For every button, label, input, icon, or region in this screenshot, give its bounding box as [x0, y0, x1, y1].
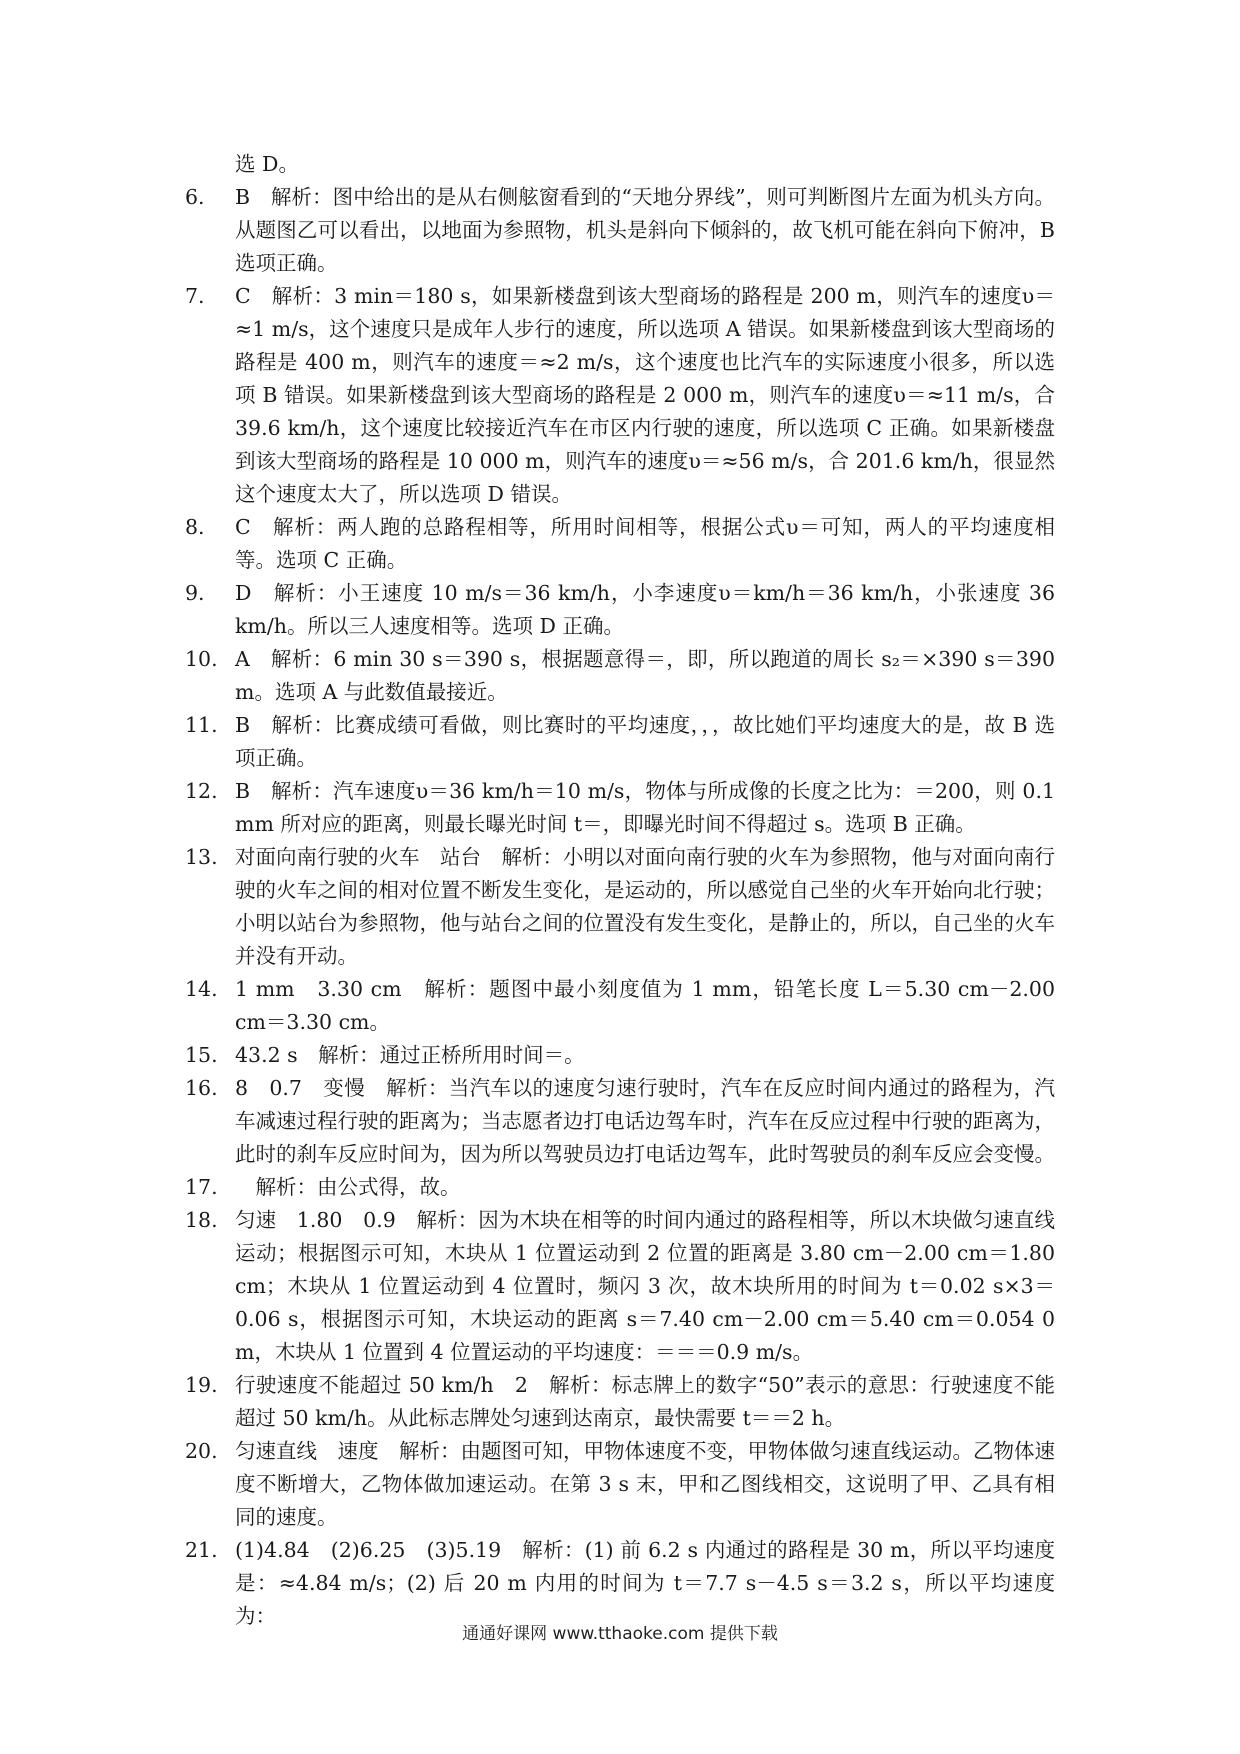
answer-item	[185, 643, 1055, 709]
answer-item	[185, 1204, 1055, 1369]
answer-number: 14.	[185, 977, 218, 1001]
answer-number: 11.	[185, 713, 218, 737]
answer-text: B 解析：汽车速度υ＝36 km/h＝10 m/s，物体与所成像的长度之比为：＝200，则 0.1 mm 所对应的距离，则最长曝光时间 t＝，即曝光时间不得超过 s。选项 B 正确。	[235, 779, 1055, 836]
answer-list	[185, 148, 1055, 1633]
answer-item	[185, 709, 1055, 775]
continuation-line	[185, 148, 1055, 181]
answer-number: 7.	[185, 284, 205, 308]
answer-text: 对面向南行驶的火车 站台 解析：小明以对面向南行驶的火车为参照物，他与对面向南行驶的火车之间的相对位置不断发生变化，是运动的，所以感觉自己坐的火车开始向北行驶；小明以站台为参照物，他与站台之间的位置没有发生变化，是静止的，所以，自己坐的火车并没有开动。	[235, 845, 1055, 968]
answer-number: 17.	[185, 1175, 218, 1199]
answer-number: 12.	[185, 779, 218, 803]
answer-text: 匀速直线 速度 解析：由题图可知，甲物体速度不变，甲物体做匀速直线运动。乙物体速度不断增大，乙物体做加速运动。在第 3 s 末，甲和乙图线相交，这说明了甲、乙具有相同的速度。	[235, 1439, 1055, 1529]
answer-item	[185, 577, 1055, 643]
answer-number: 20.	[185, 1439, 218, 1463]
answer-text: 匀速 1.80 0.9 解析：因为木块在相等的时间内通过的路程相等，所以木块做匀速直线运动；根据图示可知，木块从 1 位置运动到 2 位置的距离是 3.80 cm－2.00 cm＝1.80 cm；木块从 1 位置运动到 4 位置时，频闪 3 次，故木块所用的时间为 t＝0.02 s×3＝0.06 s，根据图示可知，木块运动的距离 s＝7.40 cm－2.00 cm＝5.40 cm＝0.054 0 m，木块从 1 位置到 4 位置运动的平均速度：＝＝＝0.9 m/s。	[235, 1208, 1055, 1364]
answer-text: D 解析：小王速度 10 m/s＝36 km/h，小李速度υ＝km/h＝36 km/h，小张速度 36 km/h。所以三人速度相等。选项 D 正确。	[235, 581, 1055, 638]
answer-number: 8.	[185, 515, 205, 539]
answer-item	[185, 1171, 1055, 1204]
answer-item	[185, 775, 1055, 841]
answer-items	[185, 181, 1055, 1633]
answer-number: 21.	[185, 1538, 218, 1562]
answer-text: 8 0.7 变慢 解析：当汽车以的速度匀速行驶时，汽车在反应时间内通过的路程为，汽车减速过程行驶的距离为；当志愿者边打电话边驾车时，汽车在反应过程中行驶的距离为，此时的刹车反应时间为，因为所以驾驶员边打电话边驾车，此时驾驶员的刹车反应会变慢。	[235, 1076, 1055, 1166]
answer-item	[185, 280, 1055, 511]
answer-text: 1 mm 3.30 cm 解析：题图中最小刻度值为 1 mm，铅笔长度 L＝5.30 cm－2.00 cm＝3.30 cm。	[235, 977, 1055, 1034]
answer-text: A 解析：6 min 30 s＝390 s，根据题意得＝，即，所以跑道的周长 s₂＝×390 s＝390 m。选项 A 与此数值最接近。	[235, 647, 1055, 704]
footer-watermark: 通通好课网 www.tthaoke.com 提供下载	[462, 1624, 778, 1644]
answer-text: (1)4.84 (2)6.25 (3)5.19 解析：(1) 前 6.2 s 内通过的路程是 30 m，所以平均速度是：≈4.84 m/s；(2) 后 20 m 内用的时间为 t＝7.7 s－4.5 s＝3.2 s，所以平均速度为：	[235, 1538, 1055, 1628]
answer-text: C 解析：两人跑的总路程相等，所用时间相等，根据公式υ＝可知，两人的平均速度相等。选项 C 正确。	[235, 515, 1055, 572]
answer-item	[185, 841, 1055, 973]
answer-item	[185, 1072, 1055, 1171]
answer-number: 10.	[185, 647, 218, 671]
answer-number: 13.	[185, 845, 218, 869]
answer-item	[185, 511, 1055, 577]
answer-number: 15.	[185, 1043, 218, 1067]
answer-text: B 解析：比赛成绩可看做，则比赛时的平均速度，，，故比她们平均速度大的是，故 B 选项正确。	[235, 713, 1055, 770]
answer-number: 18.	[185, 1208, 218, 1232]
answer-number: 16.	[185, 1076, 218, 1100]
answer-item	[185, 181, 1055, 280]
answer-text: B 解析：图中给出的是从右侧舷窗看到的“天地分界线”，则可判断图片左面为机头方向。从题图乙可以看出，以地面为参照物，机头是斜向下倾斜的，故飞机可能在斜向下俯冲，B 选项正确。	[235, 185, 1055, 275]
answer-text: 行驶速度不能超过 50 km/h 2 解析：标志牌上的数字“50”表示的意思：行驶速度不能超过 50 km/h。从此标志牌处匀速到达南京，最快需要 t＝＝2 h。	[235, 1373, 1055, 1430]
answer-item	[185, 1435, 1055, 1534]
answer-item	[185, 973, 1055, 1039]
answer-text: C 解析：3 min＝180 s，如果新楼盘到该大型商场的路程是 200 m，则汽车的速度υ＝≈1 m/s，这个速度只是成年人步行的速度，所以选项 A 错误。如果新楼盘到该大型商场的路程是 400 m，则汽车的速度＝≈2 m/s，这个速度也比汽车的实际速度小很多，所以选项 B 错误。如果新楼盘到该大型商场的路程是 2 000 m，则汽车的速度υ＝≈11 m/s，合 39.6 km/h，这个速度比较接近汽车在市区内行驶的速度，所以选项 C 正确。如果新楼盘到该大型商场的路程是 10 000 m，则汽车的速度υ＝≈56 m/s，合 201.6 km/h，很显然这个速度太大了，所以选项 D 错误。	[235, 284, 1055, 506]
answer-number: 6.	[185, 185, 205, 209]
answer-item	[185, 1369, 1055, 1435]
continuation-text: 选 D。	[235, 152, 299, 176]
answer-number: 9.	[185, 581, 205, 605]
answer-text: 解析：由公式得，故。	[235, 1175, 461, 1199]
answer-number: 19.	[185, 1373, 218, 1397]
answer-item	[185, 1039, 1055, 1072]
answer-text: 43.2 s 解析：通过正桥所用时间＝。	[235, 1043, 585, 1067]
